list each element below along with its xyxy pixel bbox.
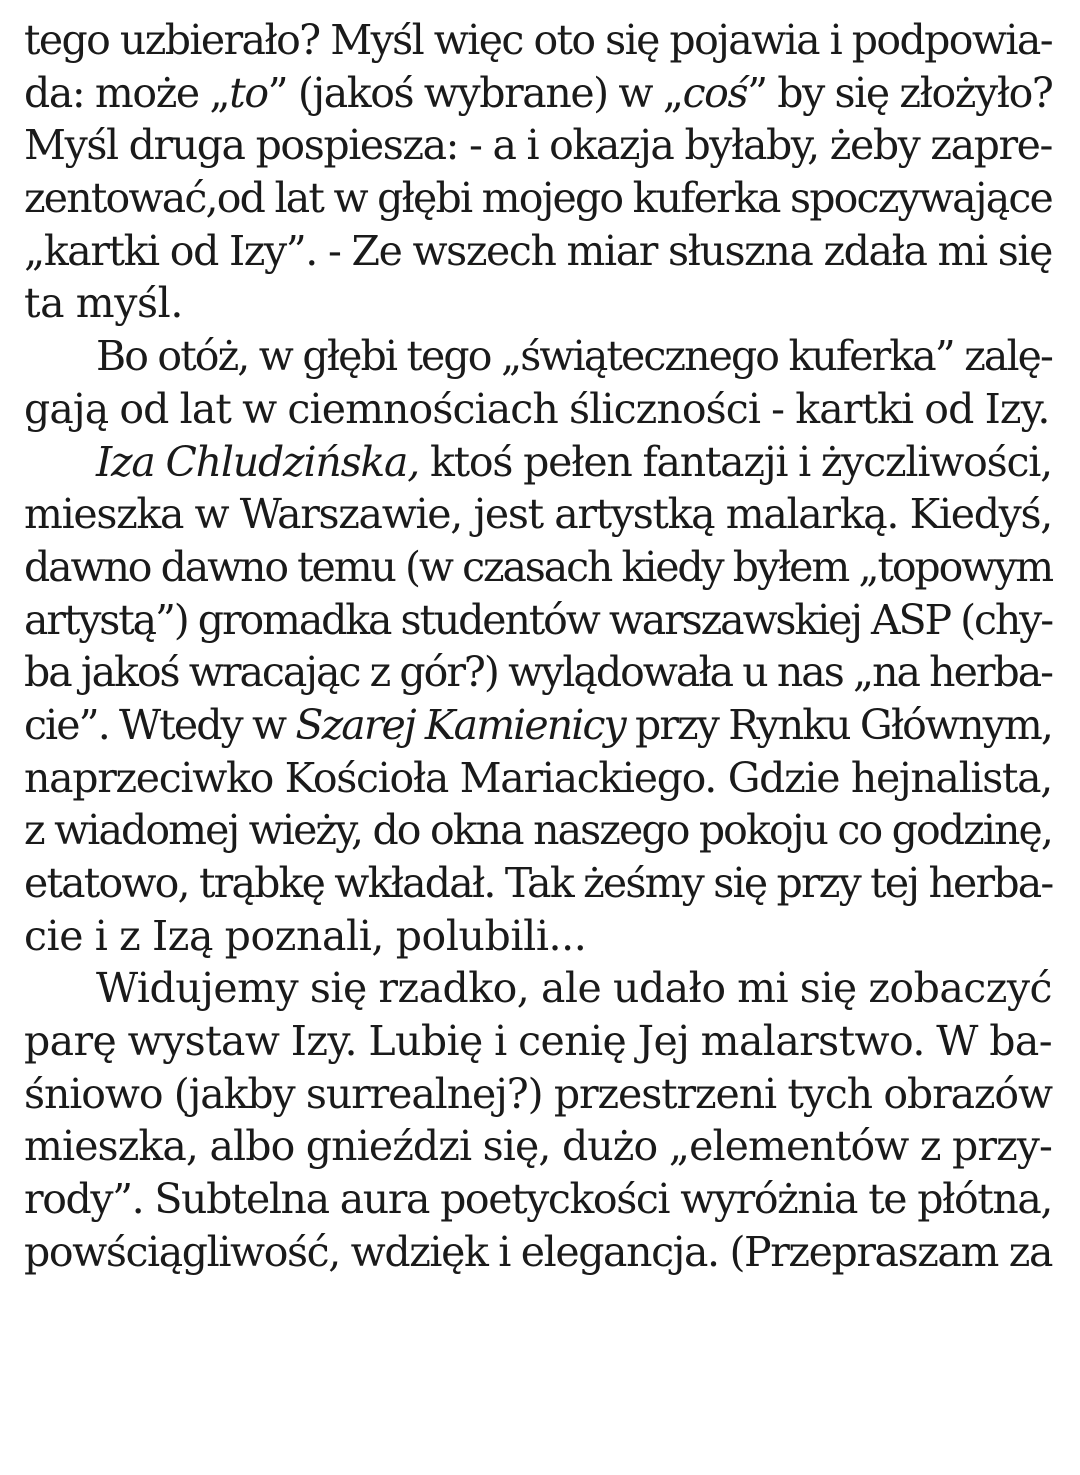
text-line (24, 172, 1052, 225)
text-segment: ktoś pełen fantazji i życzliwości, (419, 437, 1052, 486)
text-line (24, 330, 1052, 383)
italic-text-segment: to (229, 68, 268, 117)
text-segment: Bo otóż, w głębi tego „świątecznego kuferka” zalę- (96, 332, 1052, 381)
italic-text-segment: Iza Chludzińska, (96, 437, 420, 486)
text-line (24, 277, 1052, 330)
text-segment: śniowo (jakby surrealnej?) przestrzeni tych obrazów (24, 1069, 1052, 1118)
text-segment: „kartki od Izy”. - Ze wszech miar słuszna zdała mi się (24, 226, 1052, 275)
text-segment: da: może „ (24, 68, 230, 117)
text-line (24, 1173, 1052, 1226)
text-segment: przy Rynku Głównym, (624, 700, 1052, 749)
text-segment: cie”. Wtedy w (24, 700, 296, 749)
text-line (24, 119, 1052, 172)
text-line (24, 910, 1052, 963)
text-line (24, 1226, 1052, 1279)
text-line (24, 14, 1052, 67)
text-segment: cie i z Izą poznali, polubili... (24, 911, 587, 960)
text-line (24, 962, 1052, 1015)
text-line (24, 225, 1052, 278)
italic-text-segment: Szarej Kamienicy (295, 700, 625, 749)
text-segment: dawno dawno temu (w czasach kiedy byłem „topowym (24, 542, 1052, 591)
text-segment: etatowo, trąbkę wkładał. Tak żeśmy się przy tej herba- (24, 859, 1053, 907)
text-line (24, 646, 1052, 699)
text-segment: mieszka w Warszawie, jest artystką malarką. Kiedyś, (24, 490, 1052, 539)
text-segment: ba jakoś wracając z gór?) wylądowała u nas „na herba- (24, 648, 1052, 697)
text-line (24, 488, 1052, 541)
text-segment: z wiadomej wieży, do okna naszego pokoju co godzinę, (24, 806, 1052, 855)
text-segment: ” (jakoś wybrane) w „ (267, 68, 683, 117)
text-segment: tego uzbierało? Myśl więc oto się pojawia i podpowia- (24, 16, 1052, 64)
text-segment: naprzeciwko Kościoła Mariackiego. Gdzie hejnalista, (24, 753, 1052, 802)
document-page (24, 14, 1052, 1279)
text-segment: ” by się złożyło? (747, 68, 1053, 117)
text-segment: zentować,od lat w głębi mojego kuferka spoczywające (24, 174, 1052, 223)
text-line (24, 436, 1052, 489)
text-line (24, 752, 1052, 805)
text-segment: parę wystaw Izy. Lubię i cenię Jej malarstwo. W ba- (24, 1017, 1052, 1066)
text-line (24, 67, 1052, 120)
text-line (24, 857, 1052, 910)
text-line (24, 1068, 1052, 1121)
text-segment: Myśl druga pospiesza: - a i okazja byłaby, żeby zapre- (24, 121, 1052, 170)
text-segment: gają od lat w ciemnościach śliczności - kartki od Izy. (24, 384, 1050, 433)
text-line (24, 383, 1052, 436)
text-line (24, 1015, 1052, 1068)
text-line (24, 1120, 1052, 1173)
text-segment: artystą”) gromadka studentów warszawskiej ASP (chy- (24, 595, 1052, 644)
text-segment: Widujemy się rzadko, ale udało mi się zobaczyć (96, 964, 1052, 1013)
italic-text-segment: coś (682, 68, 748, 117)
text-segment: ta myśl. (24, 279, 183, 328)
text-line (24, 699, 1052, 752)
text-line (24, 594, 1052, 647)
text-segment: powściągliwość, wdzięk i elegancja. (Przepraszam za (24, 1227, 1052, 1276)
text-segment: rody”. Subtelna aura poetyckości wyróżnia te płótna, (24, 1175, 1052, 1224)
text-segment: mieszka, albo gnieździ się, dużo „elementów z przy- (24, 1122, 1052, 1171)
text-line (24, 804, 1052, 857)
text-line (24, 541, 1052, 594)
